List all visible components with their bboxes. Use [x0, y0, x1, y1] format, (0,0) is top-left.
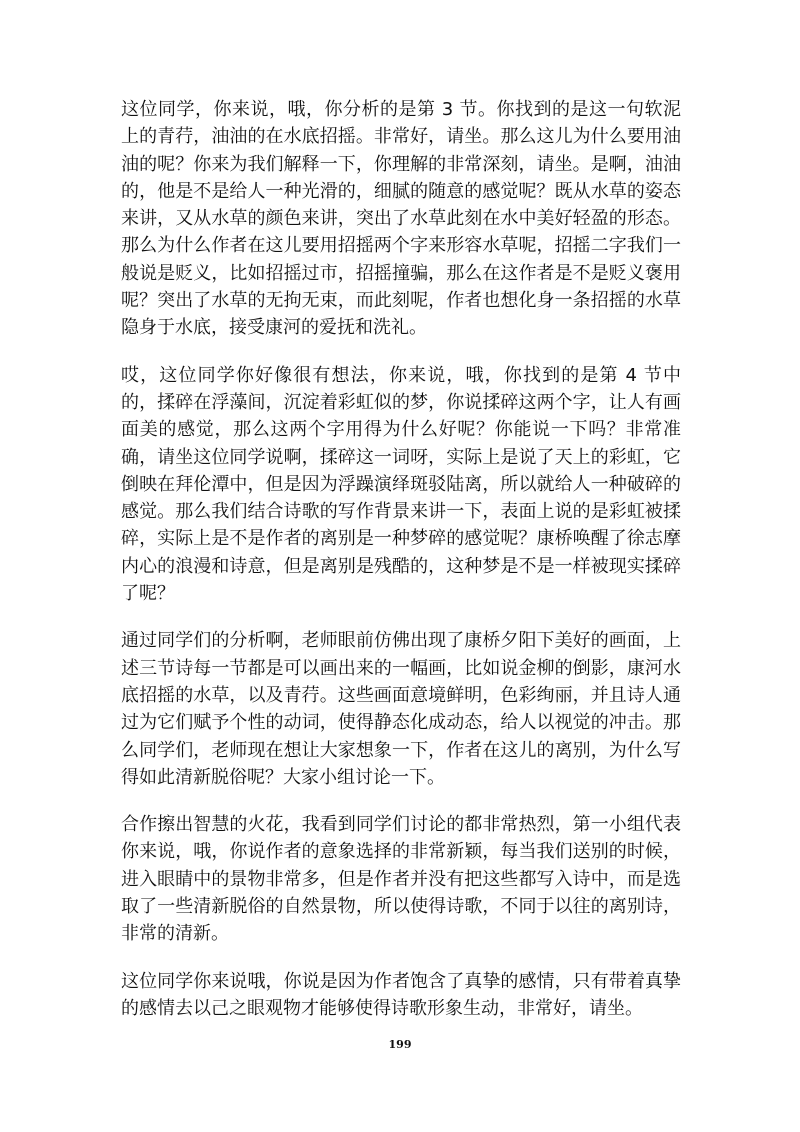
paragraph-5: 这位同学你来说哦，你说是因为作者饱含了真挚的感情，只有带着真挚的感情去以己之眼观物才能够使得诗歌形象生动，非常好，请坐。 [121, 970, 681, 1019]
body-text [121, 96, 681, 1042]
paragraph-3: 通过同学们的分析啊，老师眼前仿佛出现了康桥夕阳下美好的画面，上述三节诗每一节都是可以画出来的一幅画，比如说金柳的倒影，康河水底招摇的水草，以及青荇。这些画面意境鲜明，色彩绚丽，并且诗人通过为它们赋予个性的动词，使得静态化成动态，给人以视觉的冲击。那么同学们，老师现在想让大家想象一下，作者在这儿的离别，为什么写得如此清新脱俗呢？大家小组讨论一下。 [121, 630, 681, 788]
paragraph-2: 哎，这位同学你好像很有想法，你来说，哦，你找到的是第 4 节中的，揉碎在浮藻间，沉淀着彩虹似的梦，你说揉碎这两个字，让人有画面美的感觉，那么这两个字用得为什么好呢？你能说一下吗？非常准确，请坐这位同学说啊，揉碎这一词呀，实际上是说了天上的彩虹，它倒映在拜伦潭中，但是因为浮躁演绎斑驳陆离，所以就给人一种破碎的感觉。那么我们结合诗歌的写作背景来讲一下，表面上说的是彩虹被揉碎，实际上是不是作者的离别是一种梦碎的感觉呢？康桥唤醒了徐志摩内心的浪漫和诗意，但是离别是残酷的，这种梦是不是一样被现实揉碎了呢？ [121, 364, 681, 605]
page-number: 199 [388, 1038, 412, 1051]
paragraph-4: 合作擦出智慧的火花，我看到同学们讨论的都非常热烈，第一小组代表你来说，哦，你说作者的意象选择的非常新颖，每当我们送别的时候，进入眼睛中的景物非常多，但是作者并没有把这些都写入诗中，而是选取了一些清新脱俗的自然景物，所以使得诗歌，不同于以往的离别诗，非常的清新。 [121, 814, 681, 945]
paragraph-1: 这位同学，你来说，哦，你分析的是第 3 节。你找到的是这一句软泥上的青荇，油油的在水底招摇。非常好，请坐。那么这儿为什么要用油油的呢？你来为我们解释一下，你理解的非常深刻，请坐。是啊，油油的，他是不是给人一种光滑的，细腻的随意的感觉呢？既从水草的姿态来讲，又从水草的颜色来讲，突出了水草此刻在水中美好轻盈的形态。那么为什么作者在这儿要用招摇两个字来形容水草呢，招摇二字我们一般说是贬义，比如招摇过市，招摇撞骗，那么在这作者是不是贬义褒用呢？突出了水草的无拘无束，而此刻呢，作者也想化身一条招摇的水草隐身于水底，接受康河的爱抚和洗礼。 [121, 99, 681, 339]
